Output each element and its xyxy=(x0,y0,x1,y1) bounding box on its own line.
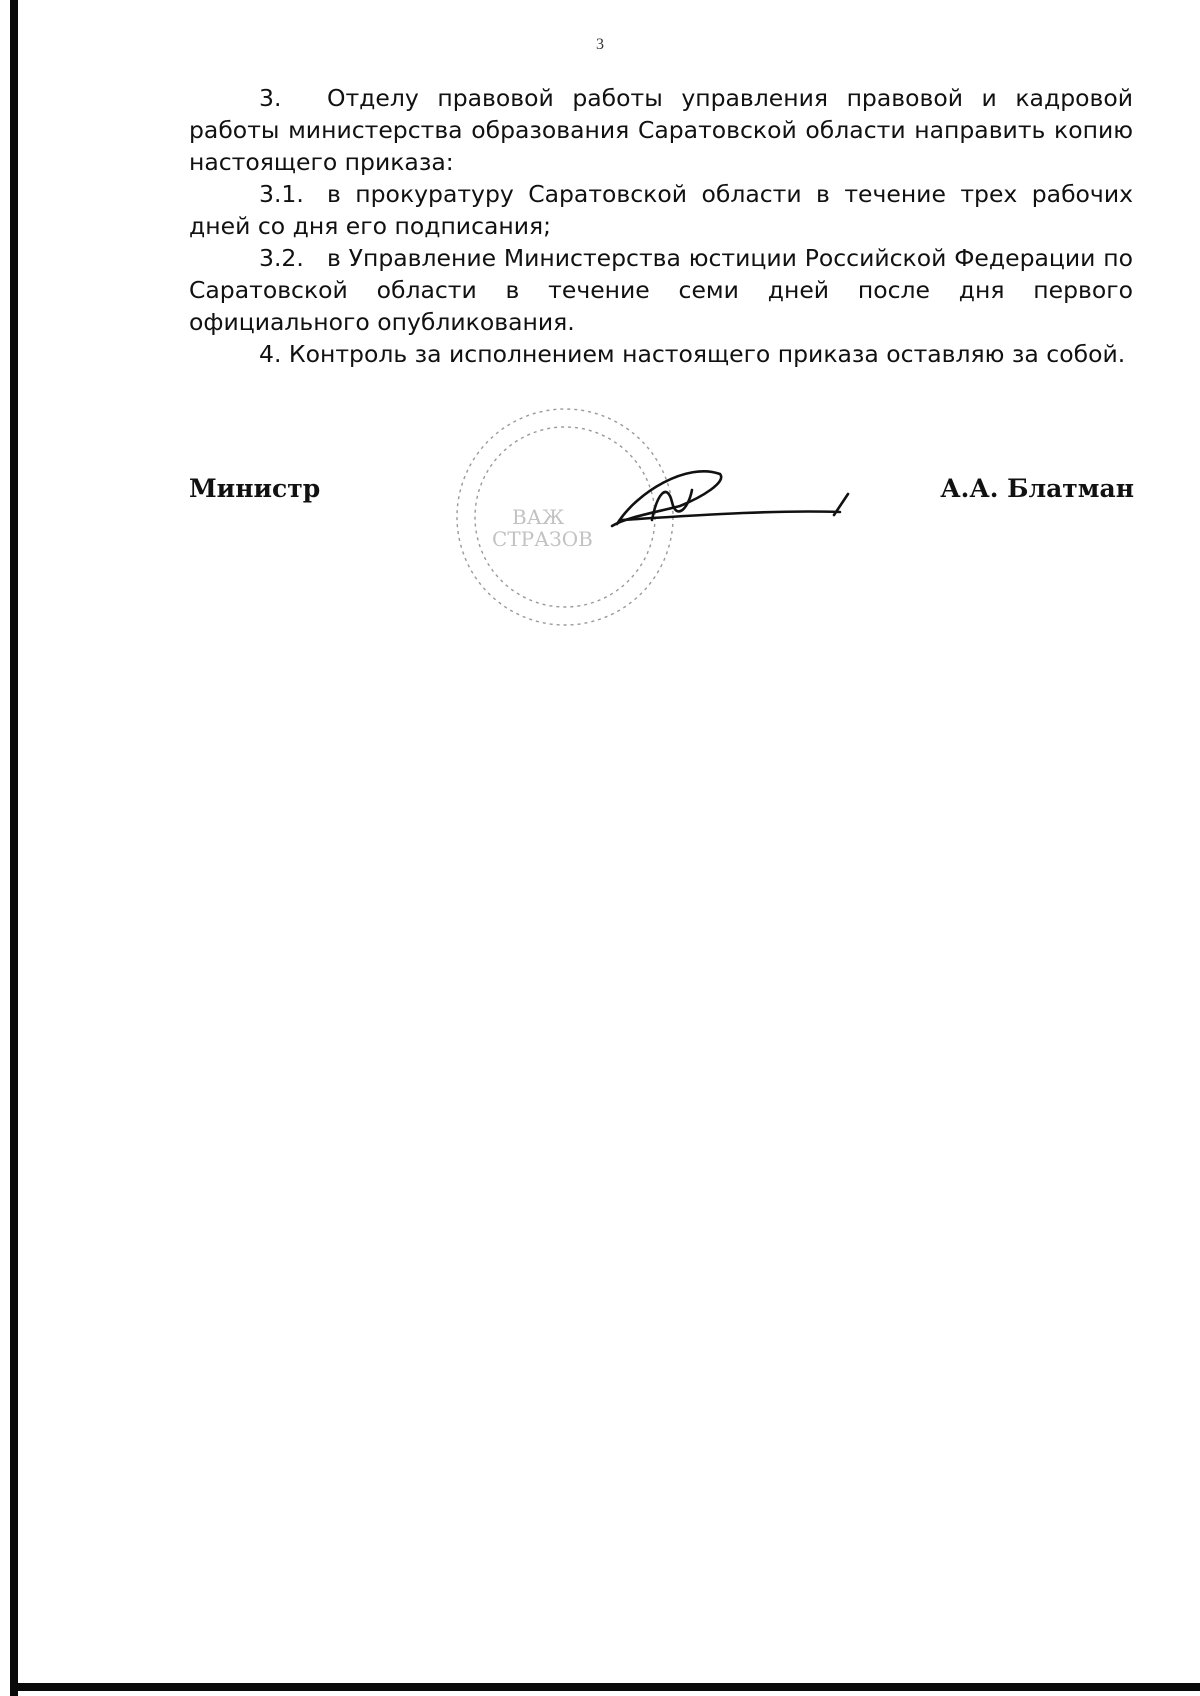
paragraph-text: в прокуратуру Саратовской области в течение трех рабочих дней со дня его подписания; xyxy=(189,180,1133,240)
svg-text:ВАЖ: ВАЖ xyxy=(512,505,565,529)
paragraph-4 xyxy=(189,338,1133,370)
paragraph-number: 3.1. xyxy=(259,180,304,208)
paragraph-text: Контроль за исполнением настоящего приказа оставляю за собой. xyxy=(288,340,1126,368)
scan-border-left xyxy=(10,0,18,1696)
page-number: 3 xyxy=(596,36,604,53)
paragraph-number: 3. xyxy=(259,84,282,112)
paragraph-text: в Управление Министерства юстиции Российской Федерации по Саратовской области в течение семи дней после дня первого официального опубликования. xyxy=(189,244,1133,336)
signatory-name: А.А. Блатман xyxy=(940,474,1134,503)
paragraph-number: 3.2. xyxy=(259,244,304,272)
signatory-position: Министр xyxy=(189,474,321,503)
scan-border-bottom xyxy=(10,1683,1200,1691)
paragraph-3-2 xyxy=(189,242,1133,338)
svg-text:СТРАЗОВ: СТРАЗОВ xyxy=(492,527,593,551)
paragraph-3 xyxy=(189,82,1133,178)
document-body xyxy=(189,82,1133,370)
paragraph-number: 4. xyxy=(259,340,282,368)
seal-and-signature xyxy=(452,402,872,632)
paragraph-text: Отделу правовой работы управления правовой и кадровой работы министерства образования Саратовской области направить копию настоящего приказа: xyxy=(189,84,1133,176)
paragraph-3-1 xyxy=(189,178,1133,242)
